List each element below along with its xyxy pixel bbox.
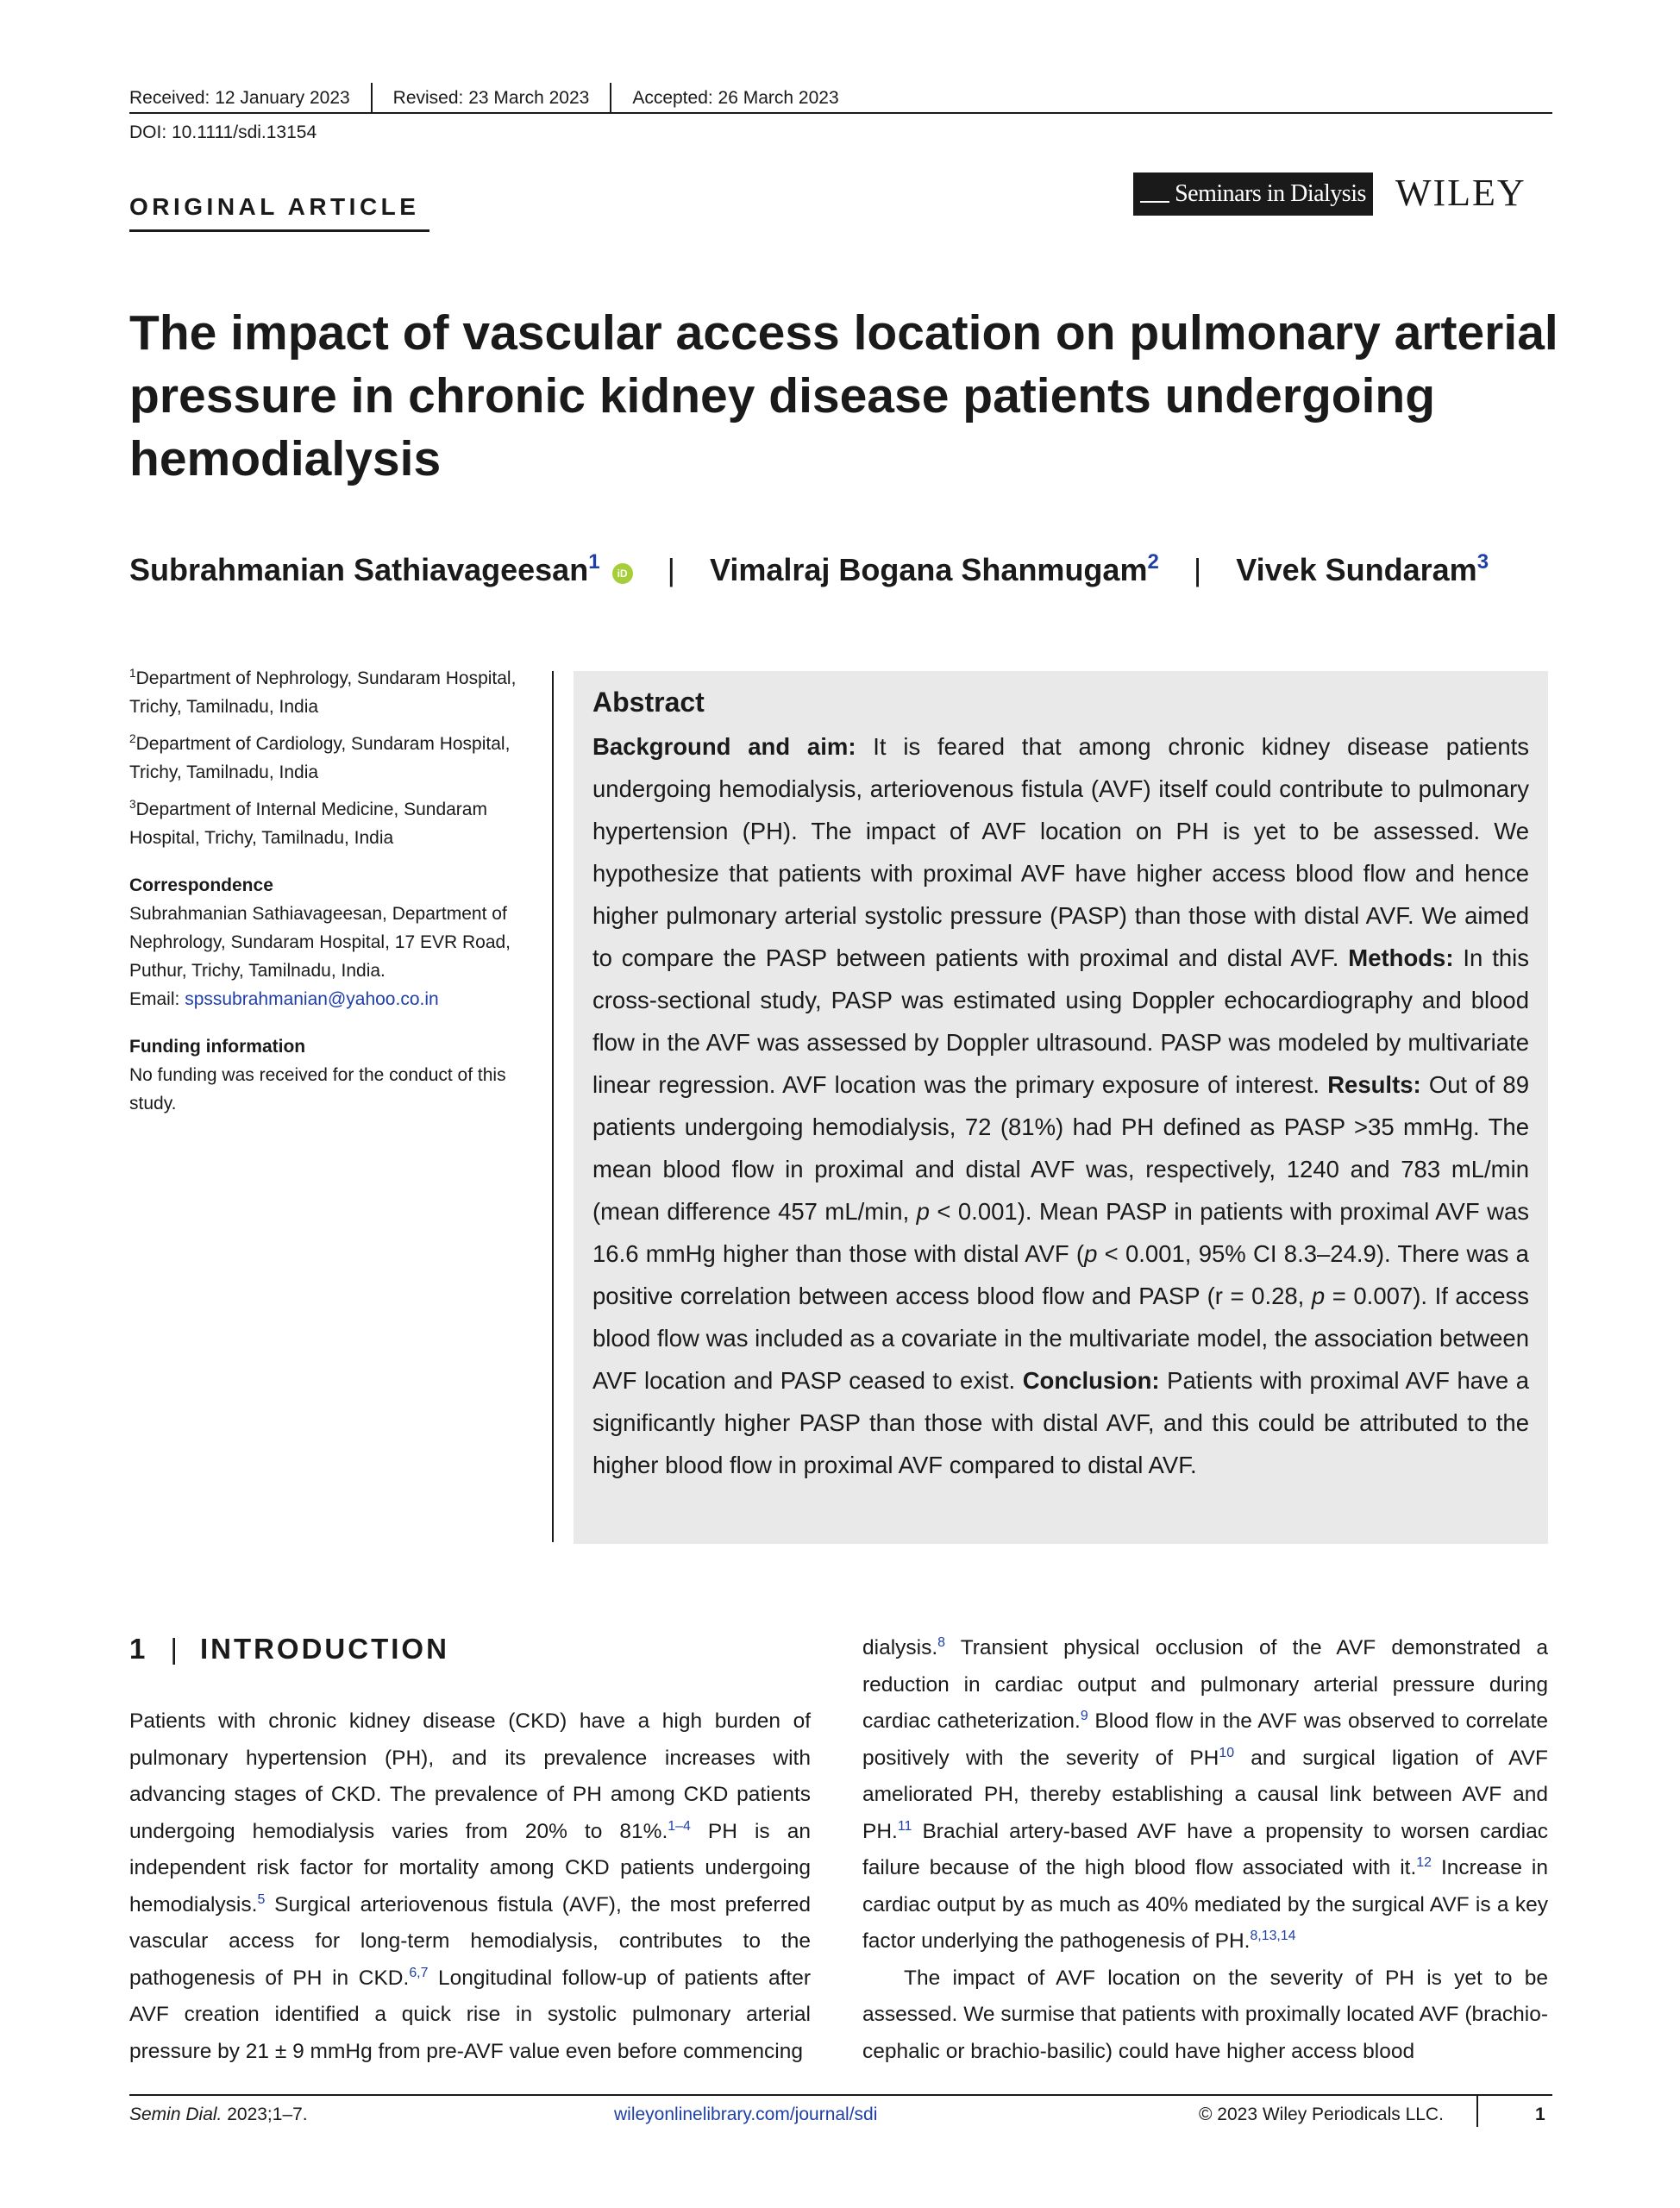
abstract-label: Results: <box>1327 1071 1421 1098</box>
received-date: Received: 12 January 2023 <box>129 88 350 108</box>
footer-rule <box>129 2094 1552 2096</box>
affiliation-text: Department of Cardiology, Sundaram Hospital, Trichy, Tamilnadu, India <box>129 734 511 782</box>
body-column-left <box>129 1703 811 2070</box>
funding-text: No funding was received for the conduct of this study. <box>129 1065 506 1113</box>
p-symbol: p <box>1311 1283 1326 1309</box>
footer-separator <box>1476 2096 1478 2127</box>
citation-ref[interactable]: 6,7 <box>409 1965 429 1980</box>
journal-logo[interactable] <box>1133 172 1373 216</box>
paragraph <box>129 1703 811 2070</box>
correspondence-heading: Correspondence <box>129 875 273 895</box>
affiliation <box>129 730 543 787</box>
citation-ref[interactable]: 8 <box>937 1634 945 1650</box>
footer-citation <box>129 2104 308 2125</box>
body-text: Patients with chronic kidney disease (CKD) have a high burden of pulmonary hypertension (PH), and its prevalence increases with advancing stages of CKD. The prevalence of PH among CKD patients undergoing hemodialysis varies from 20% to 81%. <box>129 1709 811 1843</box>
separator <box>371 83 373 114</box>
affiliation-number: 2 <box>129 732 136 745</box>
citation-ref[interactable]: 12 <box>1416 1854 1432 1870</box>
abstract-text: < 0.001). Mean PASP in patients with proximal AVF was 16.6 mmHg higher than those with distal AVF ( <box>592 1198 1529 1267</box>
body-text: dialysis. <box>862 1636 938 1659</box>
citation-ref[interactable]: 5 <box>257 1891 266 1907</box>
column-divider <box>552 671 554 1542</box>
p-symbol: p <box>1084 1240 1098 1267</box>
body-text: Surgical arteriovenous fistula (AVF), the most preferred vascular access for long-term hemodialysis, contributes to the pathogenesis of PH in CKD. <box>129 1892 811 1990</box>
affiliation-number: 1 <box>129 667 136 680</box>
author-name[interactable]: Subrahmanian Sathiavageesan <box>129 552 589 587</box>
revised-date: Revised: 23 March 2023 <box>392 88 590 108</box>
abstract-text: In this cross-sectional study, PASP was estimated using Doppler echocardiography and blood flow in the AVF was assessed by Doppler ultrasound. PASP was modeled by multivariate linear regression. AVF location was the primary exposure of interest. <box>592 944 1529 1098</box>
body-column-right <box>862 1630 1548 2070</box>
affiliation <box>129 664 543 721</box>
journal-abbrev: Semin Dial. <box>129 2104 223 2124</box>
email-link[interactable]: spssubrahmanian@yahoo.co.in <box>185 989 439 1009</box>
abstract-label: Methods: <box>1348 944 1454 971</box>
abstract-text: Patients with proximal AVF have a significantly higher PASP than those with distal AVF, and this could be attributed to the higher blood flow in proximal AVF compared to distal AVF. <box>592 1367 1529 1478</box>
copyright: © 2023 Wiley Periodicals LLC. <box>1199 2104 1444 2124</box>
p-symbol: p <box>916 1198 930 1225</box>
history-dates <box>129 83 839 114</box>
section-heading <box>129 1633 449 1665</box>
body-text: Transient physical occlusion of the AVF demonstrated a reduction in cardiac output and pulmonary arterial pressure during cardiac catheterization. <box>862 1636 1548 1733</box>
article-title: The impact of vascular access location on pulmonary arterial pressure in chronic kidney disease patients undergoing hemodialysis <box>129 305 1558 486</box>
orcid-icon[interactable]: iD <box>612 563 633 584</box>
citation-ref[interactable]: 1–4 <box>668 1818 691 1834</box>
article-type: ORIGINAL ARTICLE <box>129 193 420 220</box>
author-name[interactable]: Vimalraj Bogana Shanmugam <box>709 552 1148 587</box>
affiliation-text: Department of Internal Medicine, Sundaram Hospital, Trichy, Tamilnadu, India <box>129 800 487 848</box>
section-separator: | <box>170 1633 178 1665</box>
citation-ref[interactable]: 9 <box>1080 1708 1088 1723</box>
paragraph: The impact of AVF location on the severity of PH is yet to be assessed. We surmise that patients with proximally located AVF (brachio-cephalic or brachio-basilic) could have higher access blood <box>862 1966 1548 2063</box>
logo-underline <box>1140 201 1169 203</box>
abstract-heading: Abstract <box>592 687 705 718</box>
journal-url-link[interactable]: wileyonlinelibrary.com/journal/sdi <box>614 2104 878 2124</box>
abstract-body <box>592 725 1529 1486</box>
affiliation-text: Department of Nephrology, Sundaram Hospital, Trichy, Tamilnadu, India <box>129 668 517 717</box>
section-number: 1 <box>129 1633 148 1665</box>
citation-ref[interactable]: 10 <box>1219 1745 1235 1760</box>
separator <box>610 83 611 114</box>
body-text: Blood flow in the AVF was observed to correlate positively with the severity of PH <box>862 1709 1548 1770</box>
publisher-logo[interactable]: WILEY <box>1395 172 1526 214</box>
accepted-date: Accepted: 26 March 2023 <box>632 88 839 108</box>
author-separator: | <box>667 552 675 587</box>
author-name[interactable]: Vivek Sundaram <box>1236 552 1477 587</box>
correspondence-email-line <box>129 985 543 1013</box>
doi[interactable]: DOI: 10.1111/sdi.13154 <box>129 122 317 142</box>
affiliation-ref[interactable]: 1 <box>588 550 600 574</box>
abstract-text: < 0.001, 95% CI 8.3–24.9). There was a positive correlation between access blood flow and PASP (r = 0.28, <box>592 1240 1529 1309</box>
paragraph <box>862 1630 1548 1960</box>
affiliation-ref[interactable]: 3 <box>1476 550 1489 574</box>
email-label: Email: <box>129 989 185 1009</box>
abstract-text: Out of 89 patients undergoing hemodialysis, 72 (81%) had PH defined as PASP >35 mmHg. The mean blood flow in proximal and distal AVF was, respectively, 1240 and 783 mL/min (mean difference 457 mL/min, <box>592 1071 1529 1225</box>
body-text: PH is an independent risk factor for mortality among CKD patients undergoing hemodialysis. <box>129 1819 811 1916</box>
correspondence-text: Subrahmanian Sathiavageesan, Department of Nephrology, Sundaram Hospital, 17 EVR Road, Puthur, Trichy, Tamilnadu, India. <box>129 904 511 981</box>
affiliation-number: 3 <box>129 798 136 811</box>
body-text: and surgical ligation of AVF ameliorated PH, thereby establishing a causal link between AVF and PH. <box>862 1746 1548 1843</box>
affiliation <box>129 795 543 852</box>
citation-ref[interactable]: 8,13,14 <box>1250 1928 1296 1943</box>
author-separator: | <box>1193 552 1202 587</box>
header-rule <box>129 112 1552 114</box>
citation-text: 2023;1–7. <box>222 2104 308 2124</box>
citation-ref[interactable]: 11 <box>897 1818 912 1834</box>
article-info-column <box>129 664 543 1118</box>
author-list <box>129 552 1489 588</box>
page-number: 1 <box>1535 2104 1545 2124</box>
abstract-label: Background and aim: <box>592 733 856 760</box>
abstract-label: Conclusion: <box>1022 1367 1160 1394</box>
funding-heading: Funding information <box>129 1037 306 1057</box>
journal-logo-text: Seminars in Dialysis <box>1175 180 1366 207</box>
abstract-box <box>574 671 1548 1544</box>
section-title: INTRODUCTION <box>199 1633 449 1665</box>
abstract-text: = 0.007). If access blood flow was included as a covariate in the multivariate model, the association between AVF location and PASP ceased to exist. <box>592 1283 1530 1394</box>
affiliation-ref[interactable]: 2 <box>1147 550 1159 574</box>
abstract-text: It is feared that among chronic kidney disease patients undergoing hemodialysis, arteriovenous fistula (AVF) itself could contribute to pulmonary hypertension (PH). The impact of AVF location on PH is yet to be assessed. We hypothesize that patients with proximal AVF have higher access blood flow and hence higher pulmonary arterial systolic pressure (PASP) than those with distal AVF. We aimed to compare the PASP between patients with proximal and distal AVF. <box>592 733 1530 971</box>
body-text: Increase in cardiac output by as much as 40% mediated by the surgical AVF is a key factor underlying the pathogenesis of PH. <box>862 1856 1549 1953</box>
body-text: Brachial artery-based AVF have a propensity to worsen cardiac failure because of the high blood flow associated with it. <box>862 1819 1548 1879</box>
body-text: Longitudinal follow-up of patients after AVF creation identified a quick rise in systolic pulmonary arterial pressure by 21 ± 9 mmHg from pre-AVF value even before commencing <box>129 1966 811 2063</box>
article-type-underline <box>129 229 429 232</box>
